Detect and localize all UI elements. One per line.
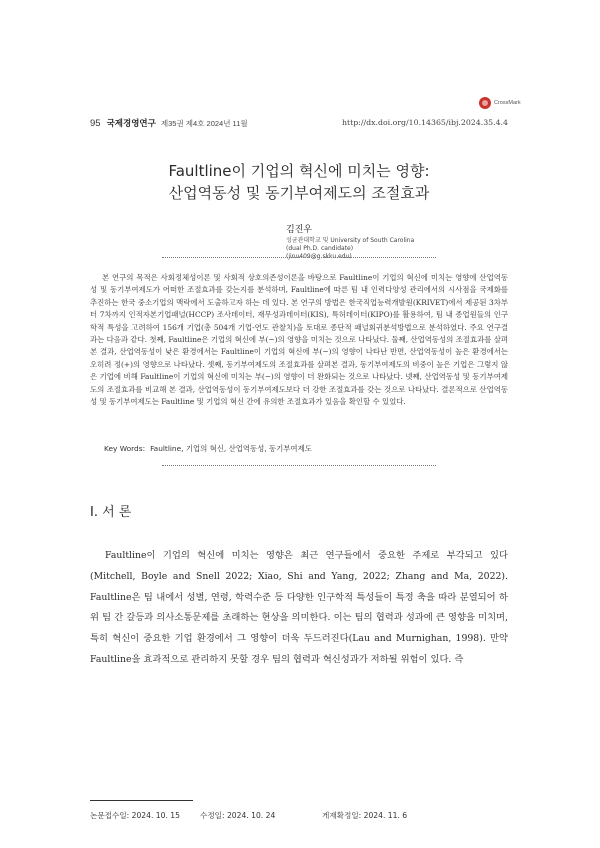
accepted-date: 게재확정일: 2024. 11. 6 (322, 811, 408, 820)
journal-name: 국제경영연구 (106, 119, 156, 129)
section-heading: Ⅰ. 서 론 (90, 505, 132, 520)
footnote-rule (90, 800, 193, 801)
keywords (104, 443, 312, 454)
abstract-text: 본 연구의 목적은 사회정체성이론 및 사회적 상호의존성이론을 바탕으로 Faultline이 기업의 혁신에 미치는 영향에 산업역동성 및 동기부여제도가 어떠한 조절효과를 갖는지를 분석하며, Faultline에 따른 팀 내 인력다양성 관리에서의 시사점을 국제화를 추진하는 한국 중소기업의 맥락에서 도출하고자 하는 데 있다. 본 연구의 방법은 한국직업능력개발원(KRIVET)에서 제공된 3차부터 7차까지 인적자본기업패널(HCCP) 조사데이터, 재무성과데이터(KIS), 특허데이터(KIPO)를 활용하여, 팀 내 종업원들의 인구학적 특성을 고려하여 156개 기업(총 504개 기업-연도 관찰치)을 토대로 종단적 패널회귀분석방법으로 분석하였다. 주요 연구결과는 다음과 같다. 첫째, Faultline은 기업의 혁신에 부(−)의 영향을 미치는 것으로 나타났다. 둘째, 산업역동성의 조절효과를 살펴본 결과, 산업역동성이 낮은 환경에서는 Faultline이 기업의 혁신에 부(−)의 영향이 나타난 반면, 산업역동성이 높은 환경에서는 오히려 정(+)의 영향으로 나타났다. 셋째, 동기부여제도의 조절효과를 살펴본 결과, 동기부여제도의 비중이 높은 기업은 그렇지 않은 기업에 비해 Faultline이 기업의 혁신에 미치는 부(−)의 영향이 더 완화되는 것으로 나타났다. 넷째, 산업역동성 및 동기부여제도의 조절효과를 비교해 본 결과, 산업역동성이 동기부여제도보다 더 강한 조절효과를 갖는 것으로 나타났다. 결론적으로 산업역동성 및 동기부여제도는 Faultline 및 기업의 혁신 간에 유의한 조절효과가 있음을 확인할 수 있었다. (90, 273, 508, 407)
author-affiliation: 성균관대학교 및 University of South Carolina (286, 237, 415, 244)
volume-issue: 제35권 제4호 2024년 11월 (160, 119, 248, 128)
crossmark-icon (479, 97, 491, 109)
revised-date: 수정일: 2024. 10. 24 (200, 811, 276, 820)
doi-link[interactable]: http://dx.doi.org/10.14365/ibj.2024.35.4.4 (341, 118, 508, 127)
author-name: 김진우 (286, 225, 313, 235)
crossmark-badge[interactable] (479, 97, 521, 109)
author-block (286, 222, 414, 261)
abstract-bottom-divider (162, 465, 436, 466)
crossmark-label: CrossMark (494, 100, 521, 106)
received-date: 논문접수일: 2024. 10. 15 (90, 811, 180, 820)
title-line-1: Faultline이 기업의 혁신에 미치는 영향: (168, 162, 430, 180)
page-number: 95 (90, 118, 101, 129)
keywords-value: Faultline, 기업의 혁신, 산업역동성, 동기부여제도 (150, 444, 312, 453)
author-degree: (dual Ph.D. candidate) (286, 245, 354, 252)
keywords-label: Key Words: (104, 444, 146, 453)
paper-title (90, 160, 508, 204)
abstract-top-divider (162, 257, 436, 258)
author-email[interactable]: (jinu409@g.skku.edu) (286, 253, 352, 260)
title-line-2: 산업역동성 및 동기부여제도의 조절효과 (168, 184, 430, 202)
running-header (90, 117, 508, 131)
body-paragraph: Faultline이 기업의 혁신에 미치는 영향은 최근 연구들에서 중요한 주제로 부각되고 있다(Mitchell, Boyle and Snell 2022; Xiao, Shi and Yang, 2022; Zhang and Ma, 2022). Faultline은 팀 내에서 성별, 연령, 학력수준 등 다양한 인구학적 특성들이 특정 축을 따라 분열되어 하위 팀 간 갈등과 의사소통문제를 초래하는 현상을 의미한다. 이는 팀의 협력과 성과에 큰 영향을 미치며, 특히 혁신이 중요한 기업 환경에서 그 영향이 더욱 두드러진다(Lau and Murnighan, 1998). 만약 Faultline을 효과적으로 관리하지 못할 경우 팀의 협력과 혁신성과가 저하될 위험이 있다. 즉 (90, 550, 508, 665)
